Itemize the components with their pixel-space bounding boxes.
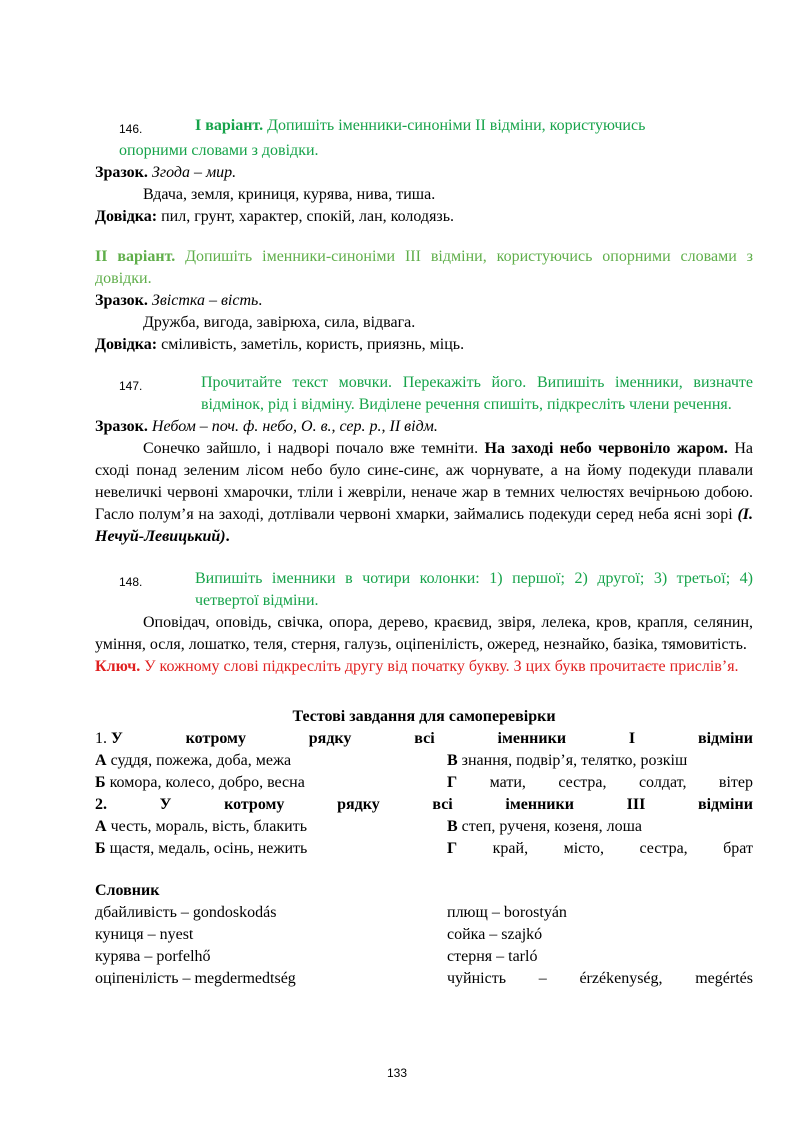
dictionary-row: курява – porfelhő стерня – tarló <box>95 948 538 965</box>
author: (І. Нечуй-Левицький) <box>95 506 753 545</box>
help-line: Довідка: сміливість, заметіль, користь, приязнь, міць. <box>95 336 465 353</box>
task-148-instruction: Випишіть іменники в чотири колонки: 1) першої; 2) другої; 3) третьої; 4) четвертої відміни. <box>195 570 753 609</box>
task-147-instruction: Прочитайте текст мовчки. Перекажіть його. Випишіть іменники, визначте відмінок, рід і відміну. Виділене речення спишіть, підкресліть члени речення. <box>201 374 753 413</box>
page-content <box>95 115 753 990</box>
test-options-row: Б щастя, медаль, осінь, нежить Г край, місто, сестра, брат <box>95 840 753 857</box>
sample-line: Зразок. Згода – мир. <box>95 164 237 181</box>
task-146-variant1-instruction: I варіант. Допишіть іменники-синоніми ІІ відміни, користуючись <box>195 117 646 134</box>
word-list: Дружба, вигода, завірюха, сила, відвага. <box>143 314 416 331</box>
test-question-2: 2. У котрому рядку всі іменники ІІІ відміни <box>95 796 753 813</box>
dictionary-row: оціпенілість – megdermedtség чуйність – érzékenység, megértés <box>95 970 753 987</box>
tests-title: Тестові завдання для самоперевірки <box>292 708 556 725</box>
dictionary-title: Словник <box>95 882 160 899</box>
dictionary-row: куниця – nyest сойка – szajkó <box>95 926 543 943</box>
task-number: 147. <box>119 379 143 393</box>
dictionary-row: дбайливість – gondoskodás плющ – borostyán <box>95 904 567 921</box>
task-146-variant2-instruction: ІІ варіант. Допишіть іменники-синоніми ІІІ відміни, користуючись опорними словами з довідки. <box>95 248 753 287</box>
page-number: 133 <box>386 1066 408 1080</box>
task-148-header <box>95 568 753 612</box>
test-options-row: Б комора, колесо, добро, весна Г мати, сестра, солдат, вітер <box>95 774 753 791</box>
test-options-row: А суддя, пожежа, доба, межа В знання, подвір’я, телятко, розкіш <box>95 752 688 769</box>
highlighted-sentence: На заході небо червоніло жаром. <box>484 440 728 457</box>
task-number: 146. <box>119 122 143 136</box>
word-list: Оповідач, оповідь, свічка, опора, дерево, краєвид, звіря, лелека, кров, крапля, селянин, уміння, осля, лошатко, теля, стерня, галузь, оціпенілість, ожеред, незнайко, базіка, тямовитість. <box>95 614 753 653</box>
help-line: Довідка: пил, грунт, характер, спокій, лан, колодязь. <box>95 208 455 225</box>
word-list: Вдача, земля, криниця, курява, нива, тиша. <box>143 186 436 203</box>
key-line: Ключ. У кожному слові підкресліть другу від початку букву. З цих букв прочитаєте прислів’я. <box>95 658 739 675</box>
task-146-variant1-instruction-cont: опорними словами з довідки. <box>119 142 319 159</box>
task-number: 148. <box>119 575 143 589</box>
test-options-row: А честь, мораль, вість, блакить В степ, рученя, козеня, лоша <box>95 818 642 835</box>
task-146-header <box>95 115 753 140</box>
reading-text: Сонечко зайшло, і надворі почало вже темніти. На заході небо червоніло жаром. На сході понад зеленим лісом небо було синє-синє, аж чорнувате, а на йому подекуди плавали невеличкі червоні хмарочки, тліли і жевріли, неначе жар в темних челюстях вечірньою добою. Гасло полум’я на заході, дотлівали червоні хмарки, займались подекуди серед неба ясні зорі (І. Нечуй-Левицький). <box>95 440 753 545</box>
sample-line: Зразок. Небом – поч. ф. небо, О. в., сер. р., ІІ відм. <box>95 418 438 435</box>
test-question-1: 1. У котрому рядку всі іменники І відміни <box>95 730 753 747</box>
sample-line: Зразок. Звістка – вість. <box>95 292 263 309</box>
task-147-header <box>95 372 753 416</box>
